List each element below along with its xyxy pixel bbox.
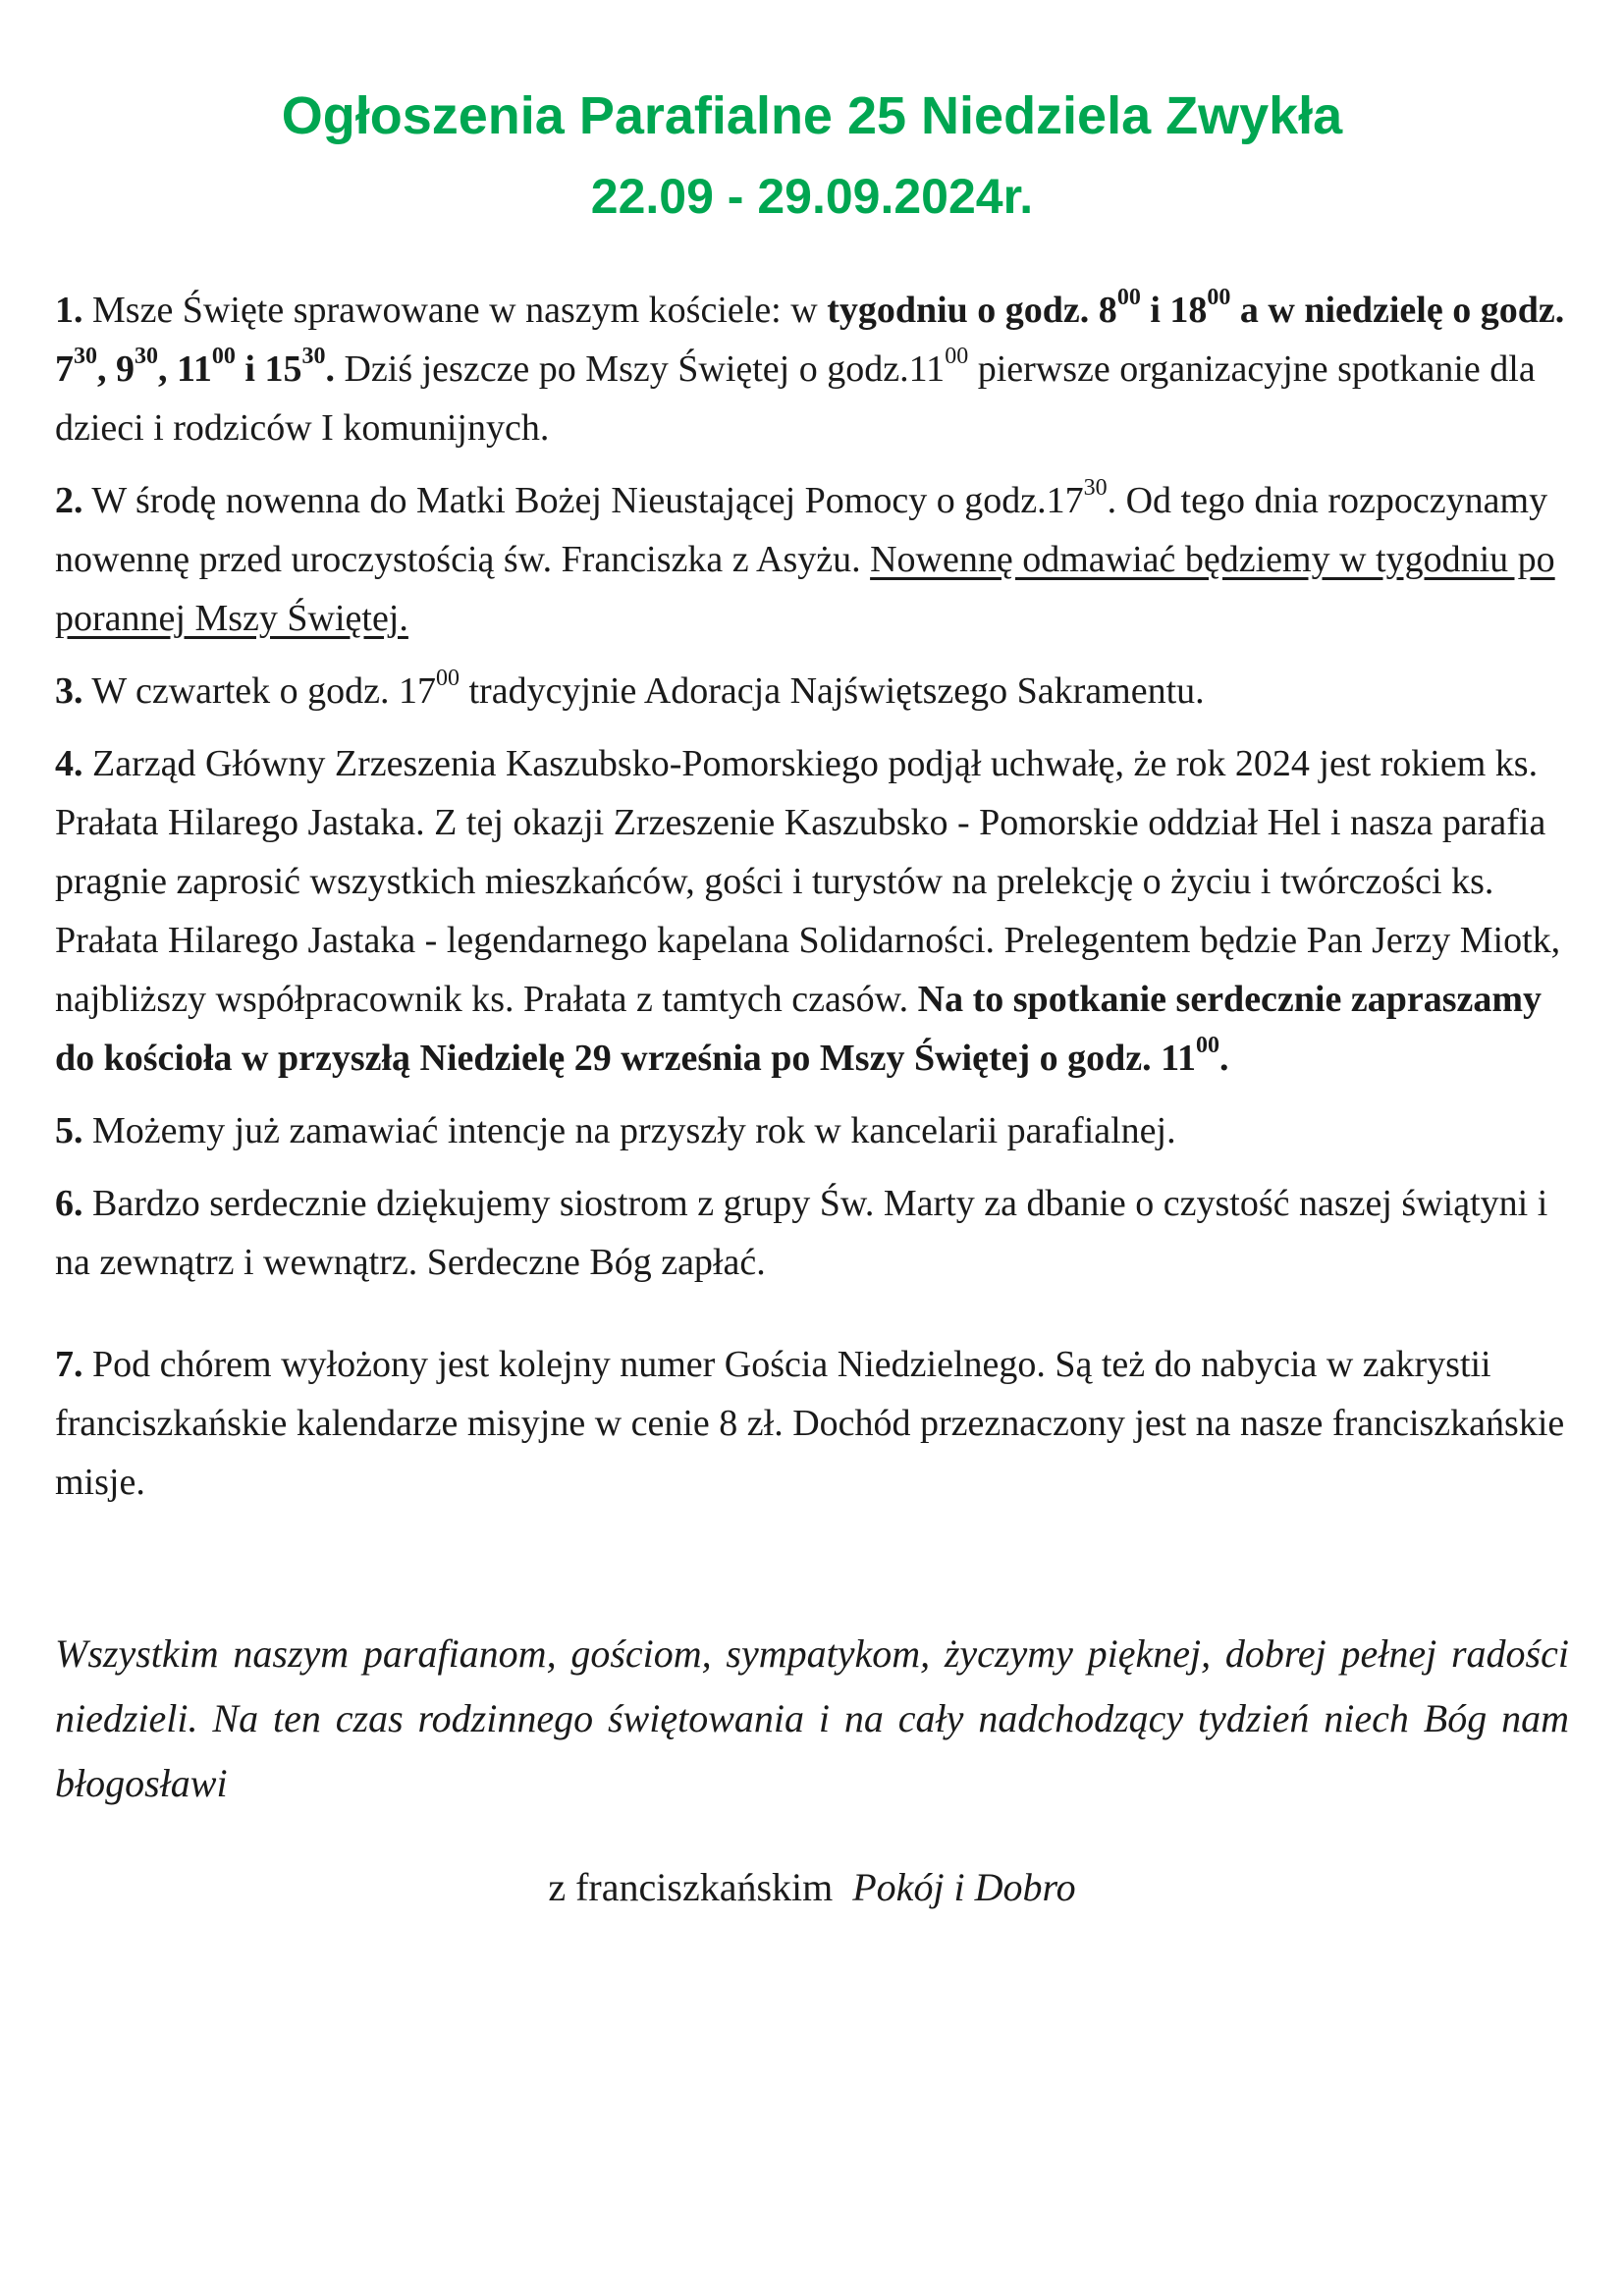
item-number: 7. (55, 1344, 83, 1385)
time-minutes: 00 (1116, 285, 1141, 310)
item-text: tradycyjnie Adoracja Najświętszego Sakramentu. (459, 670, 1205, 712)
time-minutes: 00 (211, 344, 236, 369)
item-text: W środę nowenna do Matki Bożej Nieustającej Pomocy o godz.17 (82, 480, 1084, 521)
signature-line (55, 1855, 1569, 1920)
time-minutes: 00 (945, 344, 969, 369)
item-number: 3. (55, 670, 83, 712)
item-number: 2. (55, 480, 83, 521)
item-bold-text: tygodniu o godz. 8 (827, 290, 1117, 331)
announcement-item-3 (55, 662, 1569, 721)
item-bold-text: . (325, 348, 335, 390)
time-minutes: 30 (74, 344, 97, 369)
item-text: pierwsze organizacyjne spotkanie dla dzieci i rodziców I komunijnych. (55, 348, 1536, 449)
item-bold-text: , 11 (158, 348, 212, 390)
item-text: Możemy już zamawiać intencje na przyszły rok w kancelarii parafialnej. (82, 1110, 1176, 1151)
item-number: 1. (55, 290, 83, 331)
item-number: 5. (55, 1110, 83, 1151)
item-bold-text: , 9 (97, 348, 135, 390)
item-text: W czwartek o godz. 17 (82, 670, 436, 712)
item-bold-text: i 18 (1140, 290, 1208, 331)
signature-motto: Pokój i Dobro (852, 1865, 1076, 1909)
item-underlined-text: Nowennę odmawiać będziemy w tygodniu po porannej Mszy Świętej. (55, 539, 1555, 639)
signature-prefix: z franciszkańskim (548, 1865, 834, 1909)
item-bold-text: a w niedzielę o godz. 7 (55, 290, 1565, 390)
item-text: . Od tego dnia rozpoczynamy nowennę przed uroczystością św. Franciszka z Asyżu. (55, 480, 1548, 580)
announcement-item-7 (55, 1335, 1569, 1512)
item-text: Pod chórem wyłożony jest kolejny numer Gościa Niedzielnego. Są też do nabycia w zakrystii franciszkańskie kalendarze misyjne w cenie 8 zł. Dochód przeznaczony jest na nasze franciszkańskie misje. (55, 1344, 1565, 1503)
item-bold-text: . (1219, 1038, 1229, 1079)
announcement-item-6 (55, 1174, 1569, 1292)
item-text: Msze Święte sprawowane w naszym kościele: w (82, 290, 828, 331)
announcement-item-1 (55, 281, 1569, 457)
item-bold-text: i 15 (235, 348, 302, 390)
announcement-item-2 (55, 471, 1569, 648)
time-minutes: 30 (135, 344, 158, 369)
item-text: Dziś jeszcze po Mszy Świętej o godz.11 (334, 348, 946, 390)
announcement-list (55, 281, 1569, 1512)
announcement-item-5 (55, 1101, 1569, 1160)
item-number: 6. (55, 1183, 83, 1224)
item-number: 4. (55, 743, 83, 784)
item-text: Zarząd Główny Zrzeszenia Kaszubsko-Pomorskiego podjął uchwałę, że rok 2024 jest rokiem ks. Prałata Hilarego Jastaka. Z tej okazji Zrzeszenie Kaszubsko - Pomorskie oddział Hel i nasza parafia pragnie zaprosić wszystkich mieszkańców, gości i turystów na prelekcję o życiu i twórczości ks. Prałata Hilarego Jastaka - legendarnego kapelana Solidarności. Prelegentem będzie Pan Jerzy Miotk, najbliższy współpracownik ks. Prałata z tamtych czasów. (55, 743, 1561, 1020)
time-minutes: 00 (1207, 285, 1231, 310)
closing-wishes: Wszystkim naszym parafianom, gościom, sympatykom, życzymy pięknej, dobrej pełnej radości niedzieli. Na ten czas rodzinnego świętowania i na cały nadchodzący tydzień niech Bóg nam błogosławi (55, 1631, 1569, 1805)
time-minutes: 30 (301, 344, 326, 369)
time-minutes: 00 (435, 666, 460, 691)
page-title: Ogłoszenia Parafialne 25 Niedziela Zwykła (281, 86, 1343, 145)
item-bold-text: Na to spotkanie serdecznie zapraszamy do kościoła w przyszłą Niedzielę 29 września po Mszy Świętej o godz. 11 (55, 979, 1543, 1079)
date-range: 22.09 - 29.09.2024r. (590, 169, 1034, 224)
announcement-item-4 (55, 734, 1569, 1088)
item-text: Bardzo serdecznie dziękujemy siostrom z grupy Św. Marty za dbanie o czystość naszej świątyni i na zewnątrz i wewnątrz. Serdeczne Bóg zapłać. (55, 1183, 1548, 1283)
time-minutes: 30 (1083, 475, 1108, 501)
time-minutes: 00 (1196, 1033, 1220, 1058)
